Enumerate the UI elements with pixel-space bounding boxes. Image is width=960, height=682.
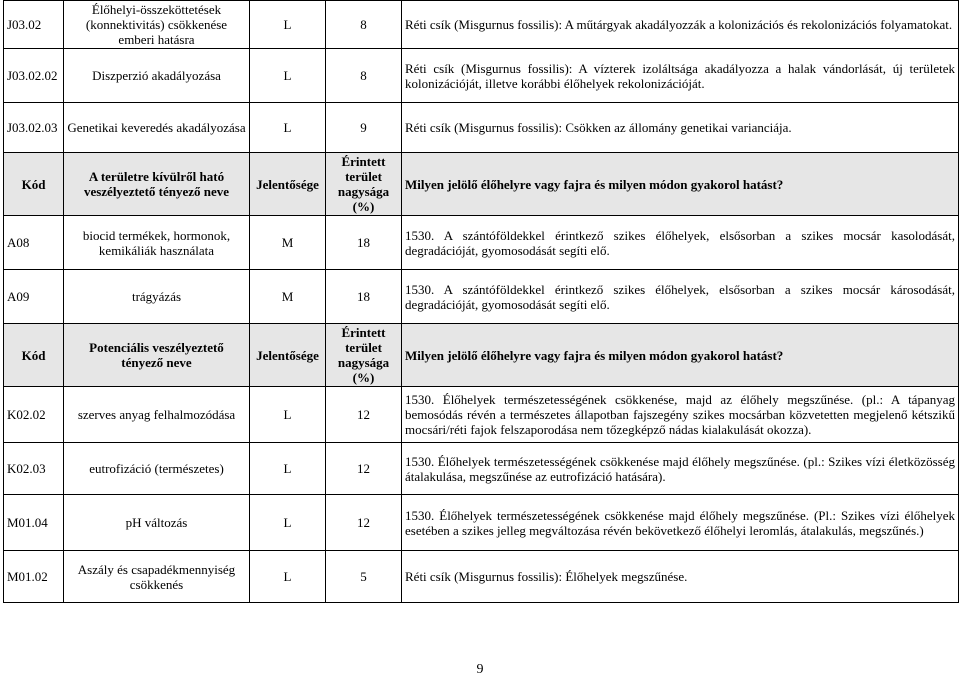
row-description: 1530. Élőhelyek természetességének csökkenése majd élőhely megszűnése. (pl.: Szikes vízi életközösség átalakulása, megszűnése az eutrofizáció hatására). bbox=[402, 443, 959, 495]
row-code: J03.02.03 bbox=[4, 103, 64, 153]
header-significance: Jelentősége bbox=[250, 324, 326, 387]
threats-table bbox=[3, 0, 959, 603]
row-name: trágyázás bbox=[64, 270, 250, 324]
table-row bbox=[4, 49, 959, 103]
row-significance: L bbox=[250, 49, 326, 103]
table-row bbox=[4, 103, 959, 153]
page-number: 9 bbox=[476, 662, 484, 677]
row-area: 5 bbox=[326, 551, 402, 603]
row-description: Réti csík (Misgurnus fossilis): Csökken az állomány genetikai varianciája. bbox=[402, 103, 959, 153]
row-significance: L bbox=[250, 387, 326, 443]
table-row bbox=[4, 495, 959, 551]
table-row bbox=[4, 443, 959, 495]
table-row bbox=[4, 1, 959, 49]
row-code: A08 bbox=[4, 216, 64, 270]
row-area: 8 bbox=[326, 49, 402, 103]
row-code: M01.02 bbox=[4, 551, 64, 603]
table-row bbox=[4, 216, 959, 270]
row-significance: M bbox=[250, 216, 326, 270]
row-area: 12 bbox=[326, 387, 402, 443]
table-header-potential bbox=[4, 324, 959, 387]
row-significance: M bbox=[250, 270, 326, 324]
row-significance: L bbox=[250, 551, 326, 603]
row-description: Réti csík (Misgurnus fossilis): A műtárgyak akadályozzák a kolonizációs és rekolonizációs folyamatokat. bbox=[402, 1, 959, 49]
row-code: A09 bbox=[4, 270, 64, 324]
row-description: Réti csík (Misgurnus fossilis): A vízterek izoláltsága akadályozza a halak vándorlását, új területek kolonizációját, illetve korábbi élőhelyek rekolonizációját. bbox=[402, 49, 959, 103]
header-name: Potenciális veszélyeztető tényező neve bbox=[64, 324, 250, 387]
row-area: 8 bbox=[326, 1, 402, 49]
row-area: 9 bbox=[326, 103, 402, 153]
table-row bbox=[4, 387, 959, 443]
row-name: Aszály és csapadékmennyiség csökkenés bbox=[64, 551, 250, 603]
row-code: J03.02 bbox=[4, 1, 64, 49]
row-code: M01.04 bbox=[4, 495, 64, 551]
table-row bbox=[4, 551, 959, 603]
row-area: 12 bbox=[326, 443, 402, 495]
row-area: 12 bbox=[326, 495, 402, 551]
table-header-external bbox=[4, 153, 959, 216]
row-description: 1530. Élőhelyek természetességének csökkenése majd élőhely megszűnése. (Pl.: Szikes vízi élőhelyek esetében a szikes jelleg megváltozása révén bekövetkező élőhelyi leromlás, átalakulás, megszűnés.) bbox=[402, 495, 959, 551]
row-significance: L bbox=[250, 103, 326, 153]
row-name: Diszperzió akadályozása bbox=[64, 49, 250, 103]
header-significance: Jelentősége bbox=[250, 153, 326, 216]
row-code: J03.02.02 bbox=[4, 49, 64, 103]
header-code: Kód bbox=[4, 153, 64, 216]
header-description: Milyen jelölő élőhelyre vagy fajra és milyen módon gyakorol hatást? bbox=[402, 153, 959, 216]
row-area: 18 bbox=[326, 216, 402, 270]
row-description: 1530. Élőhelyek természetességének csökkenése, majd az élőhely megszűnése. (pl.: A tápanyag bemosódás révén a természetes állapotban fajszegény szikes mocsárban közvetetten megjelenő kétszikű mocsári/réti fajok felszaporodása nem tőzegképző nádas kialakulását okozza). bbox=[402, 387, 959, 443]
header-description: Milyen jelölő élőhelyre vagy fajra és milyen módon gyakorol hatást? bbox=[402, 324, 959, 387]
header-code: Kód bbox=[4, 324, 64, 387]
row-code: K02.03 bbox=[4, 443, 64, 495]
row-description: 1530. A szántóföldekkel érintkező szikes élőhelyek, elsősorban a szikes mocsár kasolodását, degradációját, gyomosodását segíti elő. bbox=[402, 216, 959, 270]
row-name: biocid termékek, hormonok, kemikáliák használata bbox=[64, 216, 250, 270]
row-code: K02.02 bbox=[4, 387, 64, 443]
row-significance: L bbox=[250, 495, 326, 551]
table-row bbox=[4, 270, 959, 324]
row-significance: L bbox=[250, 1, 326, 49]
row-name: eutrofizáció (természetes) bbox=[64, 443, 250, 495]
row-name: pH változás bbox=[64, 495, 250, 551]
header-area: Érintett terület nagysága (%) bbox=[326, 153, 402, 216]
header-area: Érintett terület nagysága (%) bbox=[326, 324, 402, 387]
row-name: Élőhelyi-összeköttetések (konnektivitás) csökkenése emberi hatásra bbox=[64, 1, 250, 49]
row-description: Réti csík (Misgurnus fossilis): Élőhelyek megszűnése. bbox=[402, 551, 959, 603]
row-area: 18 bbox=[326, 270, 402, 324]
header-name: A területre kívülről ható veszélyeztető tényező neve bbox=[64, 153, 250, 216]
row-description: 1530. A szántóföldekkel érintkező szikes élőhelyek, elsősorban a szikes mocsár károsodását, degradációját, gyomosodását segíti elő. bbox=[402, 270, 959, 324]
row-significance: L bbox=[250, 443, 326, 495]
row-name: szerves anyag felhalmozódása bbox=[64, 387, 250, 443]
row-name: Genetikai keveredés akadályozása bbox=[64, 103, 250, 153]
